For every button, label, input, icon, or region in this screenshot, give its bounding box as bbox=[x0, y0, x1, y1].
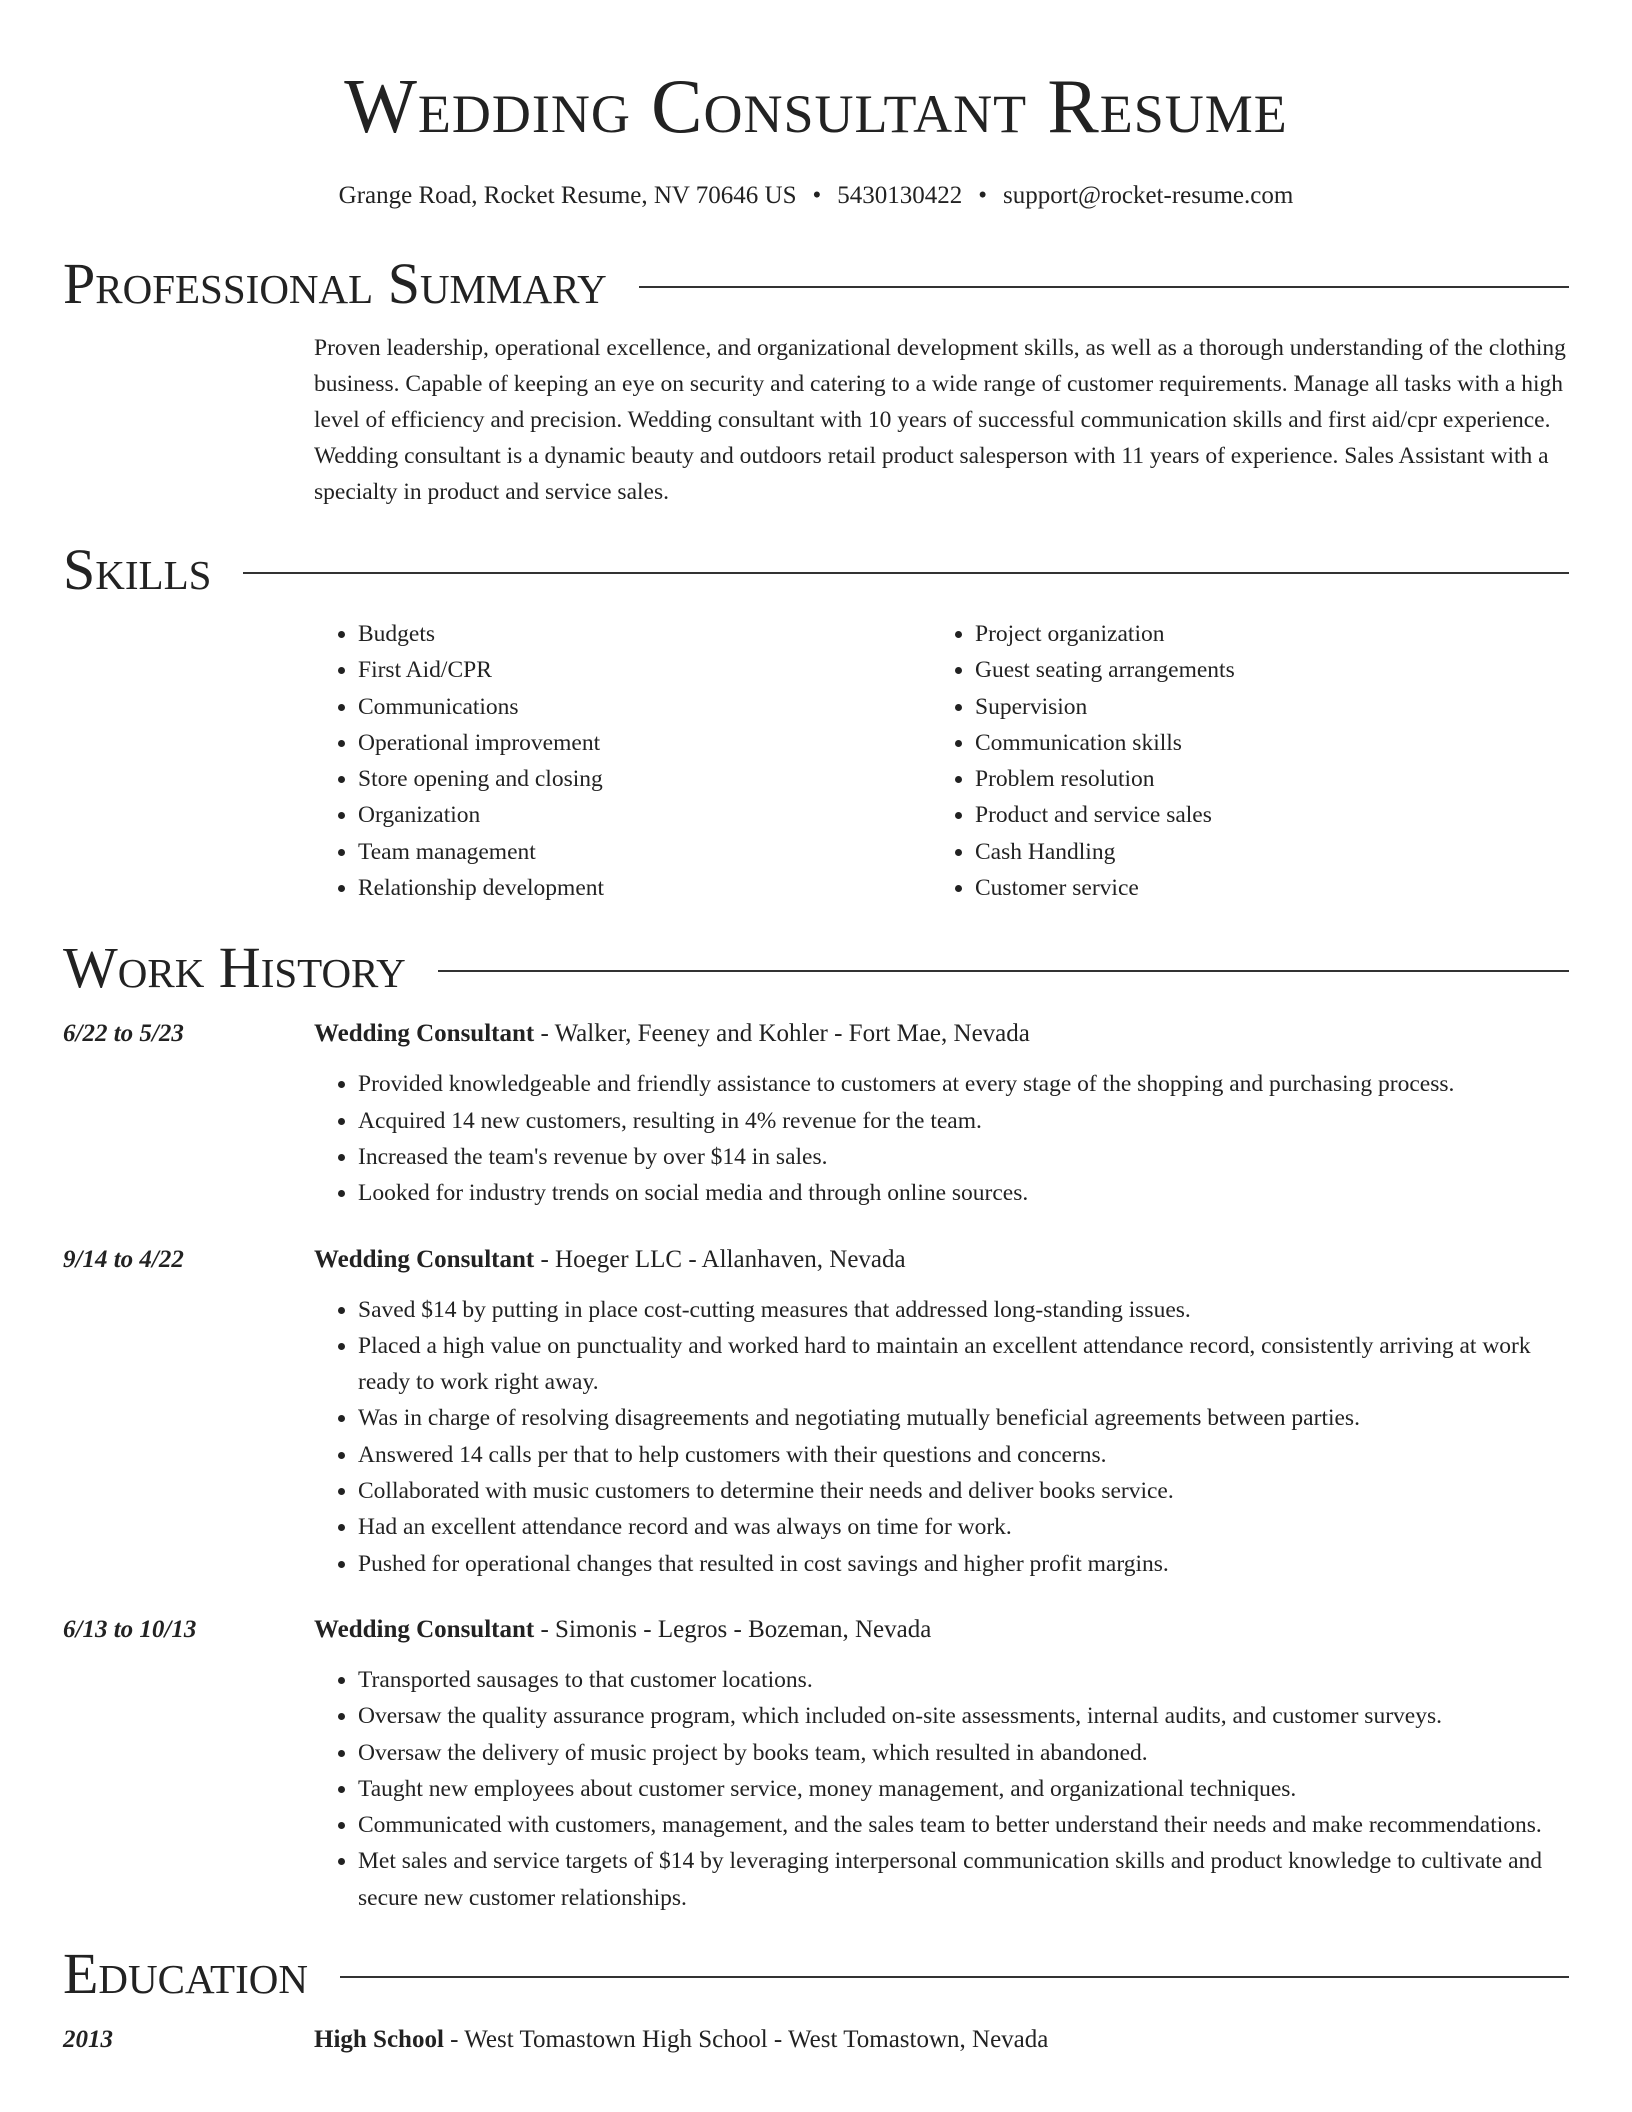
education-section-header bbox=[63, 1942, 1569, 2006]
skill-item: • Cash Handling bbox=[975, 834, 1548, 870]
work-heading: Work History bbox=[63, 935, 406, 1001]
contact-separator: • bbox=[978, 182, 988, 209]
job-bullet: • Met sales and service targets of $14 by leveraging interpersonal communication skills and product knowledge to cultivate and secure new customer relationships. bbox=[358, 1843, 1569, 1916]
job-bullets bbox=[314, 1292, 1569, 1582]
resume-title: Wedding Consultant Resume bbox=[344, 63, 1288, 149]
job-bullet: • Placed a high value on punctuality and worked hard to maintain an excellent attendance record, consistently arriving at work ready to work right away. bbox=[358, 1328, 1569, 1401]
job-dates: 9/14 to 4/22 bbox=[63, 1245, 184, 1273]
skill-item: • Organization bbox=[358, 797, 931, 833]
skill-item: • Customer service bbox=[975, 870, 1548, 906]
education-degree: High School bbox=[314, 2026, 444, 2054]
contact-separator: • bbox=[812, 182, 822, 209]
skills-list-left bbox=[314, 616, 931, 906]
job-body bbox=[314, 1016, 1569, 1211]
job-title-line bbox=[314, 1612, 1569, 1648]
job-title-line bbox=[314, 1242, 1569, 1278]
skill-item: • Operational improvement bbox=[358, 725, 931, 761]
contact-line bbox=[63, 180, 1569, 212]
education-entry bbox=[63, 2022, 1569, 2058]
job-role: Wedding Consultant bbox=[314, 1615, 535, 1643]
section-divider bbox=[340, 1976, 1569, 1978]
job-bullet: • Had an excellent attendance record and was always on time for work. bbox=[358, 1509, 1569, 1545]
contact-phone: 5430130422 bbox=[837, 182, 963, 209]
job-role: Wedding Consultant bbox=[314, 1245, 535, 1273]
skill-item: • Relationship development bbox=[358, 870, 931, 906]
job-bullet: • Increased the team's revenue by over $14 in sales. bbox=[358, 1139, 1569, 1175]
job-bullet: • Transported sausages to that customer locations. bbox=[358, 1662, 1569, 1698]
job-role: Wedding Consultant bbox=[314, 1020, 535, 1048]
education-heading: Education bbox=[63, 1941, 308, 2007]
skill-item: • Product and service sales bbox=[975, 797, 1548, 833]
education-year: 2013 bbox=[63, 2026, 113, 2054]
job-bullet: • Oversaw the quality assurance program, which included on-site assessments, internal audits, and customer surveys. bbox=[358, 1698, 1569, 1734]
skill-item: • Problem resolution bbox=[975, 761, 1548, 797]
job-employer: - Simonis - Legros - Bozeman, Nevada bbox=[534, 1615, 932, 1643]
job-bullets bbox=[314, 1662, 1569, 1916]
job-body bbox=[314, 1612, 1569, 1916]
summary-section-header bbox=[63, 252, 1569, 316]
job-bullet: • Provided knowledgeable and friendly assistance to customers at every stage of the shopping and purchasing process. bbox=[358, 1066, 1569, 1102]
job-bullet: • Communicated with customers, management, and the sales team to better understand their needs and make recommendations. bbox=[358, 1807, 1569, 1843]
skill-item: • Guest seating arrangements bbox=[975, 652, 1548, 688]
job-bullet: • Looked for industry trends on social media and through online sources. bbox=[358, 1175, 1569, 1211]
section-divider bbox=[639, 286, 1569, 288]
skill-item: • Project organization bbox=[975, 616, 1548, 652]
job-bullet: • Answered 14 calls per that to help customers with their questions and concerns. bbox=[358, 1437, 1569, 1473]
job-bullet: • Was in charge of resolving disagreements and negotiating mutually beneficial agreements between parties. bbox=[358, 1400, 1569, 1436]
skill-item: • Supervision bbox=[975, 689, 1548, 725]
job-bullet: • Collaborated with music customers to determine their needs and deliver books service. bbox=[358, 1473, 1569, 1509]
skill-item: • Communication skills bbox=[975, 725, 1548, 761]
job-entry bbox=[63, 1016, 1569, 1211]
contact-email: support@rocket-resume.com bbox=[1003, 182, 1294, 209]
skill-item: • Budgets bbox=[358, 616, 931, 652]
job-bullet: • Oversaw the delivery of music project by books team, which resulted in abandoned. bbox=[358, 1735, 1569, 1771]
skills-list-right bbox=[931, 616, 1548, 906]
job-dates: 6/22 to 5/23 bbox=[63, 1020, 184, 1048]
job-body bbox=[314, 1242, 1569, 1582]
education-body bbox=[314, 2022, 1048, 2058]
job-title-line bbox=[314, 1016, 1569, 1052]
job-dates: 6/13 to 10/13 bbox=[63, 1615, 197, 1643]
skills-heading: Skills bbox=[63, 537, 212, 602]
job-bullet: • Taught new employees about customer service, money management, and organizational techniques. bbox=[358, 1771, 1569, 1807]
contact-address: Grange Road, Rocket Resume, NV 70646 US bbox=[338, 182, 797, 209]
skill-item: • First Aid/CPR bbox=[358, 652, 931, 688]
skills-columns bbox=[314, 616, 1569, 906]
skill-item: • Communications bbox=[358, 689, 931, 725]
job-bullet: • Saved $14 by putting in place cost-cutting measures that addressed long-standing issues. bbox=[358, 1292, 1569, 1328]
summary-text: Proven leadership, operational excellence, and organizational development skills, as well as a thorough understanding of the clothing business. Capable of keeping an eye on security and catering to a wide range of customer requirements. Manage all tasks with a high level of efficiency and precision. Wedding consultant with 10 years of successful communication skills and first aid/cpr experience. Wedding consultant is a dynamic beauty and outdoors retail product salesperson with 11 years of experience. Sales Assistant with a specialty in product and service sales. bbox=[314, 335, 1566, 505]
skill-item: • Store opening and closing bbox=[358, 761, 931, 797]
job-entry bbox=[63, 1612, 1569, 1916]
work-section-header bbox=[63, 936, 1569, 1000]
job-bullet: • Acquired 14 new customers, resulting in 4% revenue for the team. bbox=[358, 1103, 1569, 1139]
section-divider bbox=[438, 970, 1569, 972]
education-school: - West Tomastown High School - West Tomastown, Nevada bbox=[443, 2026, 1049, 2054]
job-bullets bbox=[314, 1066, 1569, 1211]
job-employer: - Hoeger LLC - Allanhaven, Nevada bbox=[534, 1245, 906, 1273]
summary-heading: Professional Summary bbox=[63, 251, 607, 316]
job-entry bbox=[63, 1242, 1569, 1582]
skills-section-header bbox=[63, 538, 1569, 602]
skill-item: • Team management bbox=[358, 834, 931, 870]
job-employer: - Walker, Feeney and Kohler - Fort Mae, Nevada bbox=[534, 1020, 1030, 1048]
job-bullet: • Pushed for operational changes that resulted in cost savings and higher profit margins. bbox=[358, 1546, 1569, 1582]
section-divider bbox=[243, 572, 1569, 574]
